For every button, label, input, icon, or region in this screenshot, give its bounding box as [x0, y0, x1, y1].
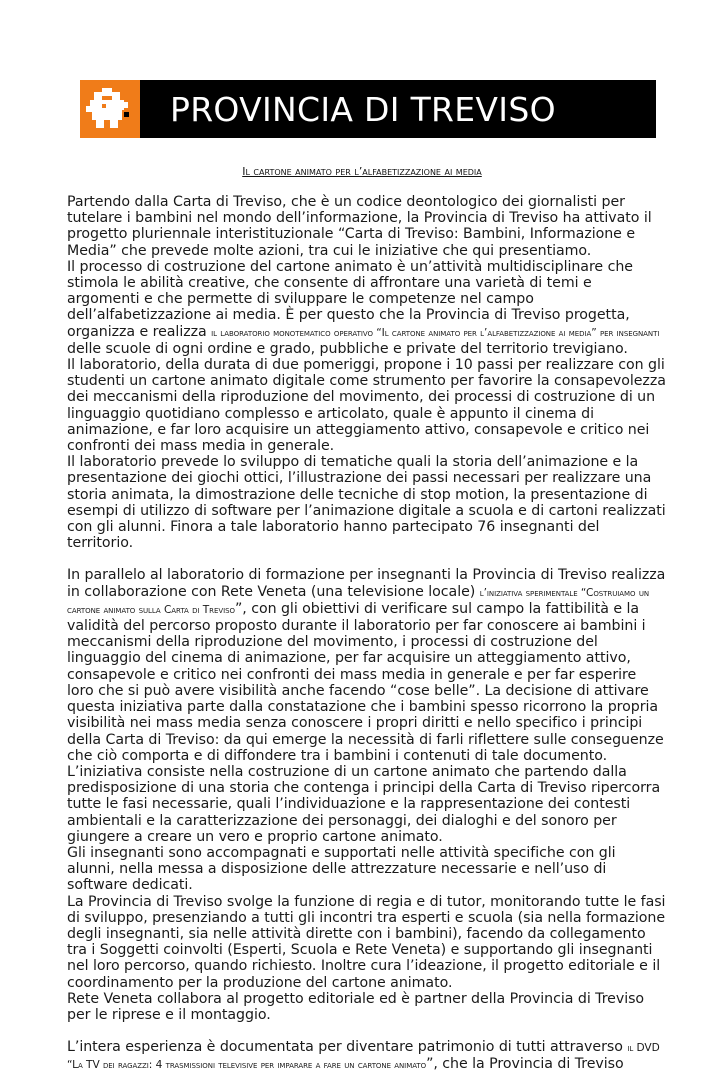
smallcaps-text: il DVD “La TV dei ragazzi: 4 trasmissioni televisive per imparare a fare un cartone animato	[67, 1042, 660, 1072]
paragraph-text: ”, con gli obiettivi di verificare sul campo la fattibilità e la validità del percorso proposto durante il laboratorio per far conoscere ai bambini i meccanismi della riproduzione del movimento, i processi di costruzione del linguaggio del cinema di animazione, per far acquisire un atteggiamento attivo, consapevole e critico nei confronti dei mass media in generale e per far esperire loro che si può avere visibilità anche facendo “cose belle”. La decisione di attivare questa iniziativa parte dalla constatazione che i bambini spesso ricorrono la propria visibilità nei mass media senza conoscere i propri diritti e nello specifico i principi della Carta di Treviso: da qui emerge la necessità di farli riflettere sulle conseguenze che ciò comporta e di diffondere tra i bambini i contenuti di tale documento.	[67, 600, 664, 764]
paragraph-text: In parallelo al laboratorio di formazione per insegnanti la Provincia di Treviso realizza in collaborazione con Rete Veneta (una televisione locale)	[67, 567, 666, 600]
spacer	[67, 1023, 667, 1039]
paragraph: Rete Veneta collabora al progetto editoriale ed è partner della Provincia di Treviso per le riprese e il montaggio.	[67, 990, 645, 1023]
paragraph: L’iniziativa consiste nella costruzione di un cartone animato che partendo dalla predisposizione di una storia che contenga i principi della Carta di Treviso ripercorra tutte le fasi necessarie, quali l’individuazione e la rappresentazione dei contesti ambientali e la caratterizzazione dei personaggi, dei dialoghi e del sonoro per giungere a creare un vero e proprio cartone animato.	[67, 763, 661, 845]
smallcaps-text: l’iniziativa sperimentale “Costruiamo un cartone animato sulla Carta di Treviso	[67, 586, 650, 616]
paragraph: Il laboratorio, della durata di due pomeriggi, propone i 10 passi per realizzare con gli studenti un cartone animato digitale come strumento per favorire la consapevolezza dei meccanismi della riproduzione del movimento, dei processi di costruzione di un linguaggio quotidiano complesso e articolato, quale è appunto il cinema di animazione, e far loro acquisire un atteggiamento attivo, consapevole e critico nei confronti dei mass media in generale.	[67, 357, 666, 455]
paragraph: Il laboratorio prevede lo sviluppo di tematiche quali la storia dell’animazione e la presentazione dei giochi ottici, l’illustrazione dei passi necessari per realizzare una storia animata, la dimostrazione delle tecniche di stop motion, la presentazione di esempi di utilizzo di software per l’animazione digitale a scuola e di cartoni realizzati con gli alunni. Finora a tale laboratorio hanno partecipato 76 insegnanti del territorio.	[67, 454, 666, 552]
paragraph: Partendo dalla Carta di Treviso, che è un codice deontologico dei giornalisti per tutelare i bambini nel mondo dell’informazione, la Provincia di Treviso ha attivato il progetto pluriennale interistituzionale “Carta di Treviso: Bambini, Informazione e Media” che prevede molte azioni, tra cui le iniziative che qui presentiamo.	[67, 194, 652, 259]
paragraph	[67, 567, 667, 763]
paragraph-text: L’intera esperienza è documentata per diventare patrimonio di tutti attraverso	[67, 1039, 628, 1056]
document-body	[67, 194, 667, 1074]
header-banner	[80, 80, 656, 138]
document-title: Il cartone animato per l’alfabetizzazione ai media	[242, 165, 482, 178]
paragraph-text: delle scuole di ogni ordine e grado, pubbliche e private del territorio trevigiano.	[67, 340, 628, 357]
smallcaps-text: il laboratorio monotematico operativo “Il cartone animato per l’alfabetizzazione ai media” per insegnanti	[211, 326, 660, 339]
paragraph-text: ”, che la Provincia di Treviso	[426, 1056, 624, 1073]
paragraph: Gli insegnanti sono accompagnati e supportati nelle attività specifiche con gli alunni, nella messa a disposizione delle attrezzature necessarie e nell’uso di software dedicati.	[67, 844, 616, 894]
paragraph	[67, 1039, 667, 1073]
banner-title: PROVINCIA DI TREVISO	[170, 89, 556, 129]
paragraph: La Provincia di Treviso svolge la funzione di regia e di tutor, monitorando tutte le fasi di sviluppo, presenziando a tutti gli incontri tra esperti e scuola (sia nella formazione degli insegnanti, sia nelle attività dirette con i bambini), facendo da collegamento tra i Soggetti coinvolti (Esperti, Scuola e Rete Veneta) e supportando gli insegnanti nel loro percorso, quando richiesto. Inoltre cura l’ideazione, il progetto editoriale e il coordinamento per la produzione del cartone animato.	[67, 893, 666, 991]
paragraph	[67, 259, 667, 357]
provincia-logo-mark	[80, 80, 140, 138]
logo-icon	[80, 80, 140, 138]
spacer	[67, 551, 667, 567]
paragraph-text: Il processo di costruzione del cartone animato è un’attività multidisciplinare che stimola le abilità creative, che consente di affrontare una varietà di temi e argomenti e che permette di sviluppare le competenze nel campo dell’alfabetizzazione ai media. È per questo che la Provincia di Treviso progetta, organizza e realizza	[67, 258, 633, 340]
